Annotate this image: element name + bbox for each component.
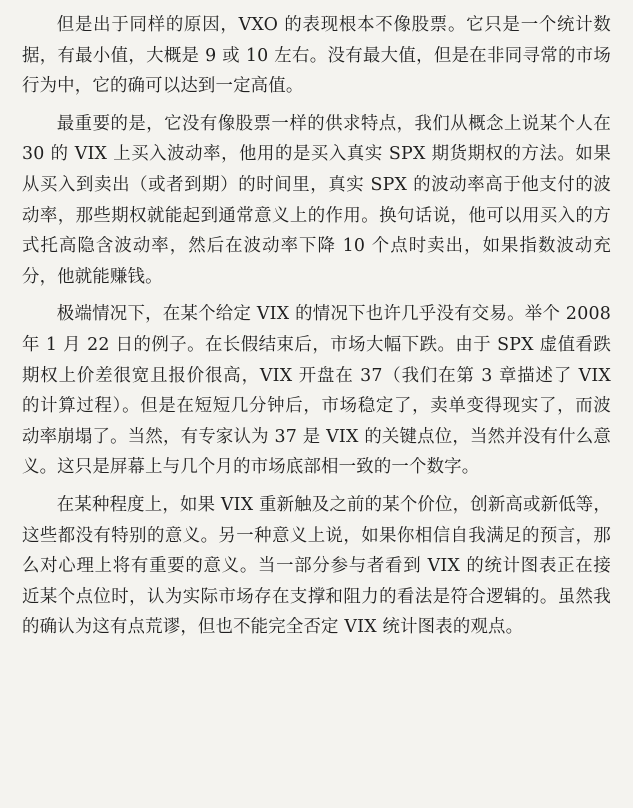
- paragraph-2: 最重要的是，它没有像股票一样的供求特点，我们从概念上说某个人在 30 的 VIX 上买入波动率，他用的是买入真实 SPX 期货期权的方法。如果从买入到卖出（或者到期）的时间里，真实 SPX 的波动率高于他支付的波动率，那些期权就能起到通常意义上的作用。换句话说，他可以用买入的方式托高隐含波动率，然后在波动率下降 10 个点时卖出，如果指数波动充分，他就能赚钱。: [22, 113, 611, 287]
- paragraph-3: 极端情况下，在某个给定 VIX 的情况下也许几乎没有交易。举个 2008 年 1 月 22 日的例子。在长假结束后，市场大幅下跌。由于 SPX 虚值看跌期权上价差很宽且报价很高，VIX 开盘在 37（我们在第 3 章描述了 VIX 的计算过程）。但是在短短几分钟后，市场稳定了，卖单变得现实了，而波动率崩塌了。当然，有专家认为 37 是 VIX 的关键点位，当然并没有什么意义。这只是屏幕上与几个月的市场底部相一致的一个数字。: [22, 304, 611, 478]
- paragraph-4: 在某种程度上，如果 VIX 重新触及之前的某个价位，创新高或新低等，这些都没有特别的意义。另一种意义上说，如果你相信自我满足的预言，那么对心理上将有重要的意义。当一部分参与者看到 VIX 的统计图表正在接近某个点位时，认为实际市场存在支撑和阻力的看法是符合逻辑的。虽然我的确认为这有点荒谬，但也不能完全否定 VIX 统计图表的观点。: [22, 494, 611, 638]
- paragraph-1: 但是出于同样的原因，VXO 的表现根本不像股票。它只是一个统计数据，有最小值，大概是 9 或 10 左右。没有最大值，但是在非同寻常的市场行为中，它的确可以达到一定高值。: [22, 15, 611, 97]
